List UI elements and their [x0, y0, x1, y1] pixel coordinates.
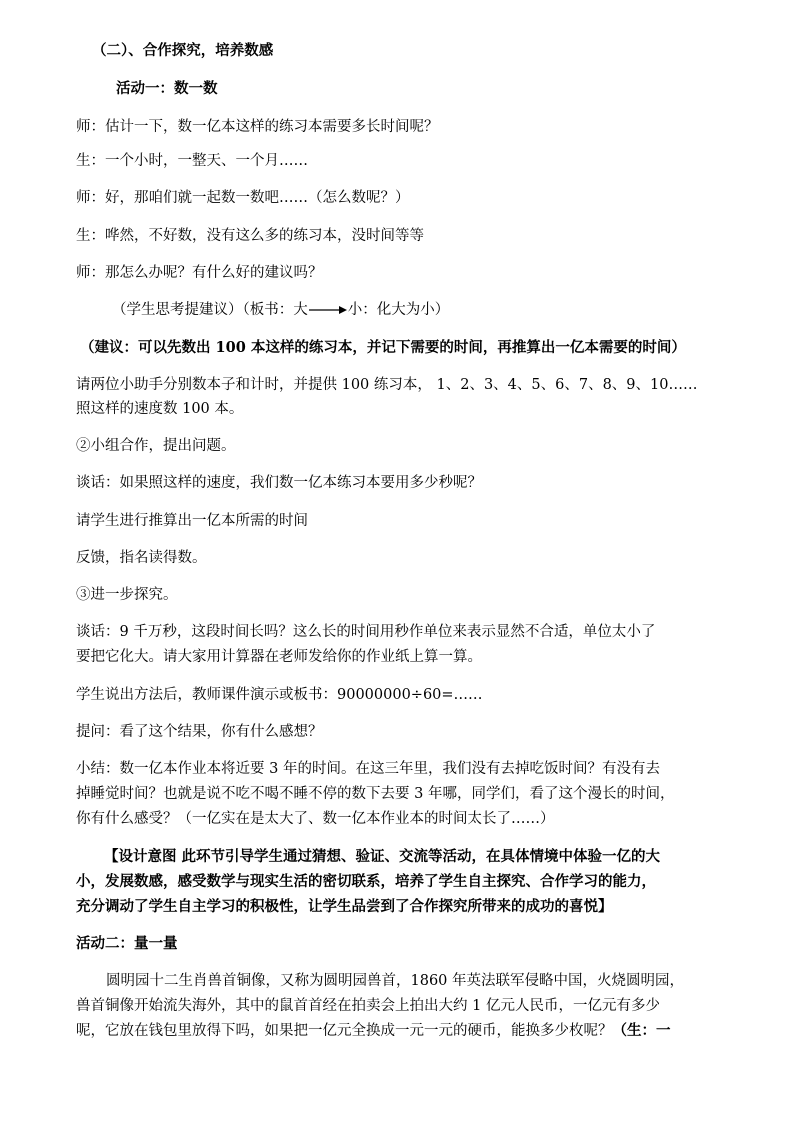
summary-line-3: 你有什么感受？（一亿实在是太大了、数一亿本作业本的时间太长了……） — [76, 811, 555, 827]
arrow-right-icon — [309, 305, 347, 315]
board-note-after: 小：化大为小） — [347, 302, 450, 318]
suggestion-line: （建议：可以先数出 100 本这样的练习本，并记下需要的时间，再推算出一亿本需要的时间） — [80, 339, 686, 356]
design-intent-line-1: 【设计意图 此环节引导学生通过猜想、验证、交流等活动，在具体情境中体验一亿的大 — [104, 848, 661, 865]
design-intent-line-3: 充分调动了学生自主学习的积极性，让学生品尝到了合作探究所带来的成功的喜悦】 — [76, 898, 613, 915]
activity1-title: 活动一：数一数 — [116, 80, 218, 97]
method-line: 学生说出方法后，教师课件演示或板书：90000000÷60=…… — [76, 687, 483, 703]
activity2-line-3-bold: （生：一 — [612, 1022, 671, 1039]
dialogue-teacher-3: 师：那怎么办呢？有什么好的建议吗？ — [76, 265, 323, 281]
board-note-before: （学生思考提建议）（板书：大 — [112, 302, 308, 318]
dialogue-teacher-1: 师：估计一下，数一亿本这样的练习本需要多长时间呢？ — [76, 119, 439, 135]
activity2-line-3 — [76, 1020, 671, 1042]
talk-line-2a: 谈话：9 千万秒，这段时间长吗？这么长的时间用秒作单位来表示显然不合适，单位太小了 — [76, 624, 656, 640]
summary-line-2: 掉睡觉时间？也就是说不吃不喝不睡不停的数下去要 3 年哪，同学们，看了这个漫长的时间， — [76, 786, 675, 802]
dialogue-teacher-2: 师：好，那咱们就一起数一数吧……（怎么数呢？） — [76, 190, 410, 206]
dialogue-student-2: 生：哗然，不好数，没有这么多的练习本，没时间等等 — [76, 228, 424, 244]
section-title: （二）、合作探究，培养数感 — [92, 42, 274, 59]
talk-line-1: 谈话：如果照这样的速度，我们数一亿本练习本要用多少秒呢？ — [76, 475, 482, 491]
step-3: ③进一步探究。 — [76, 587, 178, 603]
activity2-line-3-text: 呢，它放在钱包里放得下吗，如果把一亿元全换成一元一元的硬币，能换多少枚呢？ — [76, 1023, 613, 1039]
talk-line-2b: 要把它化大。请大家用计算器在老师发给你的作业纸上算一算。 — [76, 649, 482, 665]
board-note — [112, 299, 449, 321]
activity2-title: 活动二：量一量 — [76, 935, 178, 952]
feedback-line: 反馈，指名读得数。 — [76, 550, 207, 566]
dialogue-student-1: 生：一个小时，一整天、一个月…… — [76, 153, 308, 169]
calc-line: 请学生进行推算出一亿本所需的时间 — [76, 513, 308, 529]
activity2-line-2: 兽首铜像开始流失海外，其中的鼠首首经在拍卖会上拍出大约 1 亿元人民币，一亿元有多少 — [76, 998, 660, 1014]
ask-line: 提问：看了这个结果，你有什么感想？ — [76, 724, 323, 740]
summary-line-1: 小结：数一亿本作业本将近要 3 年的时间。在这三年里，我们没有去掉吃饭时间？有没有去 — [76, 761, 660, 777]
step-2: ②小组合作，提出问题。 — [76, 438, 236, 454]
activity2-line-1: 圆明园十二生肖兽首铜像，又称为圆明园兽首，1860 年英法联军侵略中国，火烧圆明园， — [106, 973, 685, 989]
design-intent-line-2: 小，发展数感，感受数学与现实生活的密切联系，培养了学生自主探究、合作学习的能力， — [76, 873, 656, 890]
helpers-line-2: 照这样的速度数 100 本。 — [76, 401, 244, 417]
helpers-line-1: 请两位小助手分别数本子和计时，并提供 100 练习本， 1、2、3、4、5、6、7、8、9、10…… — [76, 377, 698, 393]
